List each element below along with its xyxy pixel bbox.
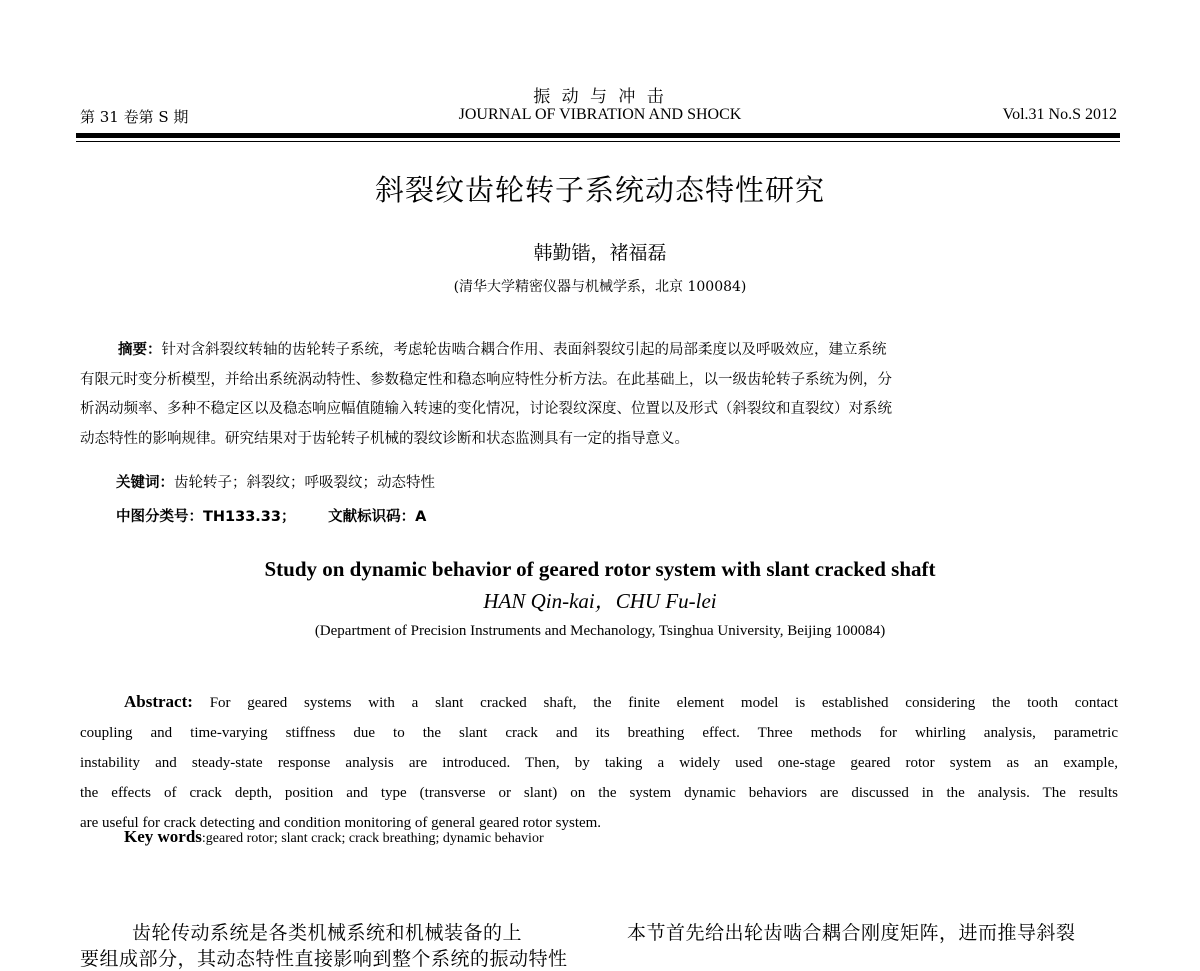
abstract-en-line: the effects of crack depth, position and type (transverse or slant) on the system dynamic behaviors are discussed in the analysis. The results <box>80 785 1118 801</box>
abstract-en-line: coupling and time-varying stiffness due to the slant crack and its breathing effect. Three methods for whirling analysis, parametric <box>80 725 1118 741</box>
abstract-en-label: Abstract: <box>124 692 193 711</box>
keywords-en <box>124 827 544 847</box>
abstract-cn-line-text: 针对含斜裂纹转轴的齿轮转子系统，考虑轮齿啮合耦合作用、表面斜裂纹引起的局部柔度以及呼吸效应，建立系统 <box>161 342 887 358</box>
authors-en: HAN Qin-kai，CHU Fu-lei <box>483 589 717 613</box>
abstract-cn-line: 析涡动频率、多种不稳定区以及稳态响应幅值随输入转速的变化情况，讨论裂纹深度、位置以及形式（斜裂纹和直裂纹）对系统 <box>80 401 892 417</box>
volume-issue-cn: 第 31 卷第 S 期 <box>80 108 189 126</box>
body-text-right: 本节首先给出轮齿啮合耦合刚度矩阵，进而推导斜裂 <box>627 922 1076 944</box>
paper-title-cn: 斜裂纹齿轮转子系统动态特性研究 <box>374 173 825 207</box>
keywords-cn <box>116 471 435 492</box>
header-rule-thin <box>76 141 1120 142</box>
abstract-cn-line: 动态特性的影响规律。研究结果对于齿轮转子机械的裂纹诊断和状态监测具有一定的指导意义。 <box>80 430 689 447</box>
journal-name-cn: 振 动 与 冲 击 <box>533 87 667 107</box>
abstract-en-line <box>80 687 1118 718</box>
abstract-cn <box>80 336 1118 454</box>
volume-issue-en: Vol.31 No.S 2012 <box>1002 106 1117 123</box>
abstract-en-line-text: For geared systems with a slant cracked shaft, the finite element model is established considering the tooth contact <box>209 695 1119 711</box>
doc-code-value: A <box>415 509 427 525</box>
classification-cn <box>116 505 426 526</box>
clc-label: 中图分类号： <box>116 509 203 525</box>
authors-cn: 韩勤锴，褚福磊 <box>533 242 667 264</box>
abstract-cn-label: 摘要： <box>118 342 162 358</box>
keywords-cn-label: 关键词： <box>116 475 174 491</box>
keywords-en-label: Key words <box>124 827 202 846</box>
body-text-left: 要组成部分，其动态特性直接影响到整个系统的振动特性 <box>80 948 568 970</box>
abstract-en-line: instability and steady-state response analysis are introduced. Then, by taking a widely used one-stage geared rotor system as an example, <box>80 755 1118 771</box>
header-rule-thick <box>76 133 1120 138</box>
abstract-cn-line: 有限元时变分析模型，并给出系统涡动特性、参数稳定性和稳态响应特性分析方法。在此基础上，以一级齿轮转子系统为例，分 <box>80 371 892 388</box>
body-text-left: 齿轮传动系统是各类机械系统和机械装备的上 <box>132 922 523 944</box>
doc-code-label: 文献标识码： <box>328 509 416 525</box>
abstract-en <box>80 687 1118 838</box>
affiliation-en: (Department of Precision Instruments and Mechanology, Tsinghua University, Beijing 100084) <box>314 623 886 639</box>
abstract-cn-line <box>80 336 1118 366</box>
abstract-en-line: are useful for crack detecting and condition monitoring of general geared rotor system. <box>80 815 602 831</box>
paper-title-en: Study on dynamic behavior of geared rotor system with slant cracked shaft <box>264 557 936 581</box>
keywords-cn-text: 齿轮转子；斜裂纹；呼吸裂纹；动态特性 <box>174 475 435 491</box>
affiliation-cn: (清华大学精密仪器与机械学系，北京 100084) <box>453 279 747 295</box>
journal-name-en: JOURNAL OF VIBRATION AND SHOCK <box>458 106 742 123</box>
clc-value: TH133.33； <box>203 509 296 525</box>
keywords-en-text: :geared rotor; slant crack; crack breathing; dynamic behavior <box>201 831 544 846</box>
